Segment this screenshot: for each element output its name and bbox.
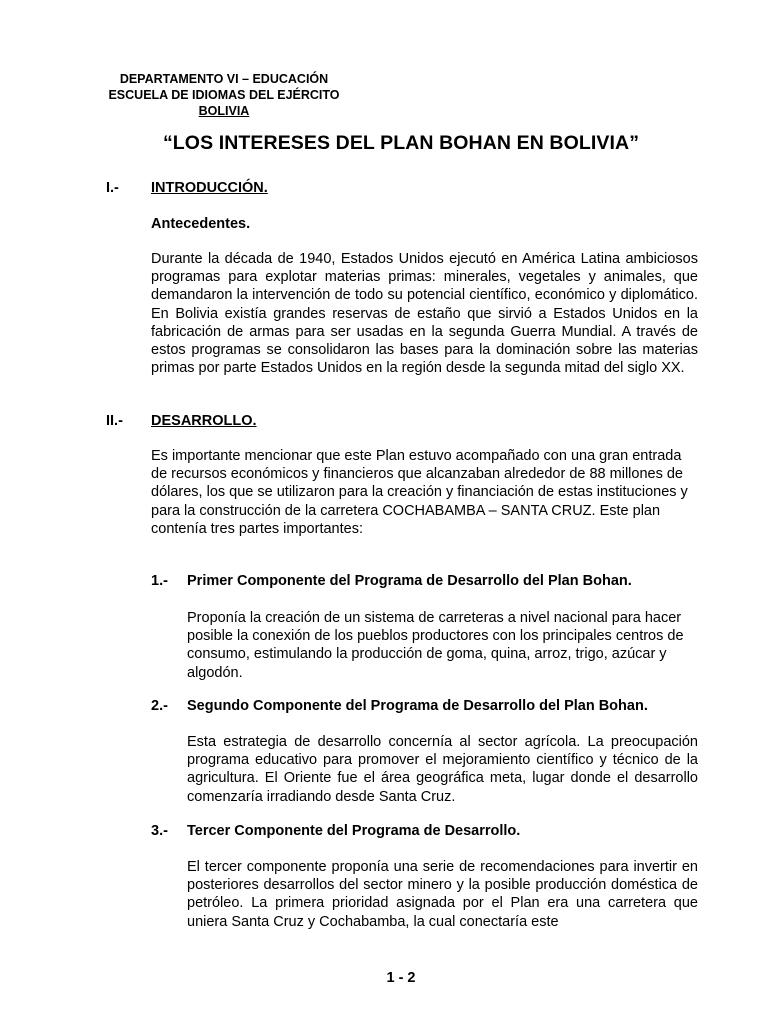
section-1-subheading: Antecedentes. <box>151 216 251 232</box>
item-1-heading: Primer Componente del Programa de Desarrollo del Plan Bohan. <box>187 573 632 589</box>
header-department: DEPARTAMENTO VI – EDUCACIÓN <box>119 72 329 86</box>
header-country: BOLIVIA <box>198 104 250 118</box>
document-title: “LOS INTERESES DEL PLAN BOHAN EN BOLIVIA” <box>162 132 640 154</box>
item-1-text: Proponía la creación de un sistema de carreteras a nivel nacional para hacer posible la conexión de los pueblos productores con los principales centros de consumo, estimulando la producción de goma, quina, arroz, trigo, azúcar y algodón. <box>187 610 684 681</box>
item-1-number: 1.- <box>151 573 168 589</box>
item-2-text: Esta estrategia de desarrollo concernía al sector agrícola. La preocupación programa educativo para promover el mejoramiento científico y técnico de la agricultura. El Oriente fue el área geográfica meta, lugar donde el desarrollo comenzaría irradiando desde Santa Cruz. <box>187 734 698 805</box>
item-3-text: El tercer componente proponía una serie de recomendaciones para invertir en posteriores desarrollos del sector minero y la posible producción doméstica de petróleo. La primera prioridad asignada por el Plan era una carretera que uniera Santa Cruz y Cochabamba, la cual conectaría este <box>187 859 698 930</box>
section-2-paragraph: Es importante mencionar que este Plan estuvo acompañado con una gran entrada de recursos económicos y financieros que alcanzaban alrededor de 88 millones de dólares, los que se utilizaron para la creación y financiación de estas instituciones y para la construcción de la carretera COCHABAMBA – SANTA CRUZ. Este plan contenía tres partes importantes: <box>151 448 688 537</box>
page-number: 1 - 2 <box>386 970 416 986</box>
item-3-number: 3.- <box>151 823 168 839</box>
section-2-heading: DESARROLLO. <box>151 413 257 429</box>
item-2-number: 2.- <box>151 698 168 714</box>
header-school: ESCUELA DE IDIOMAS DEL EJÉRCITO <box>108 88 340 102</box>
item-2-heading: Segundo Componente del Programa de Desarrollo del Plan Bohan. <box>187 698 648 714</box>
item-3-heading: Tercer Componente del Programa de Desarrollo. <box>187 823 521 839</box>
section-1-paragraph: Durante la década de 1940, Estados Unidos ejecutó en América Latina ambiciosos programas para explotar materias primas: minerales, vegetales y animales, que demandaron la intervención de todo su potencial científico, económico y diplomático. En Bolivia existía grandes reservas de estaño que sirvió a Estados Unidos en la fabricación de armas para ser usadas en la segunda Guerra Mundial. A través de estos programas se consolidaron las bases para la dominación sobre las materias primas por parte Estados Unidos en la región desde la segunda mitad del siglo XX. <box>151 251 698 377</box>
section-2-number: II.- <box>106 413 123 429</box>
institution-header <box>106 71 342 119</box>
section-1-number: I.- <box>106 180 119 196</box>
section-1-heading: INTRODUCCIÓN. <box>151 180 268 196</box>
